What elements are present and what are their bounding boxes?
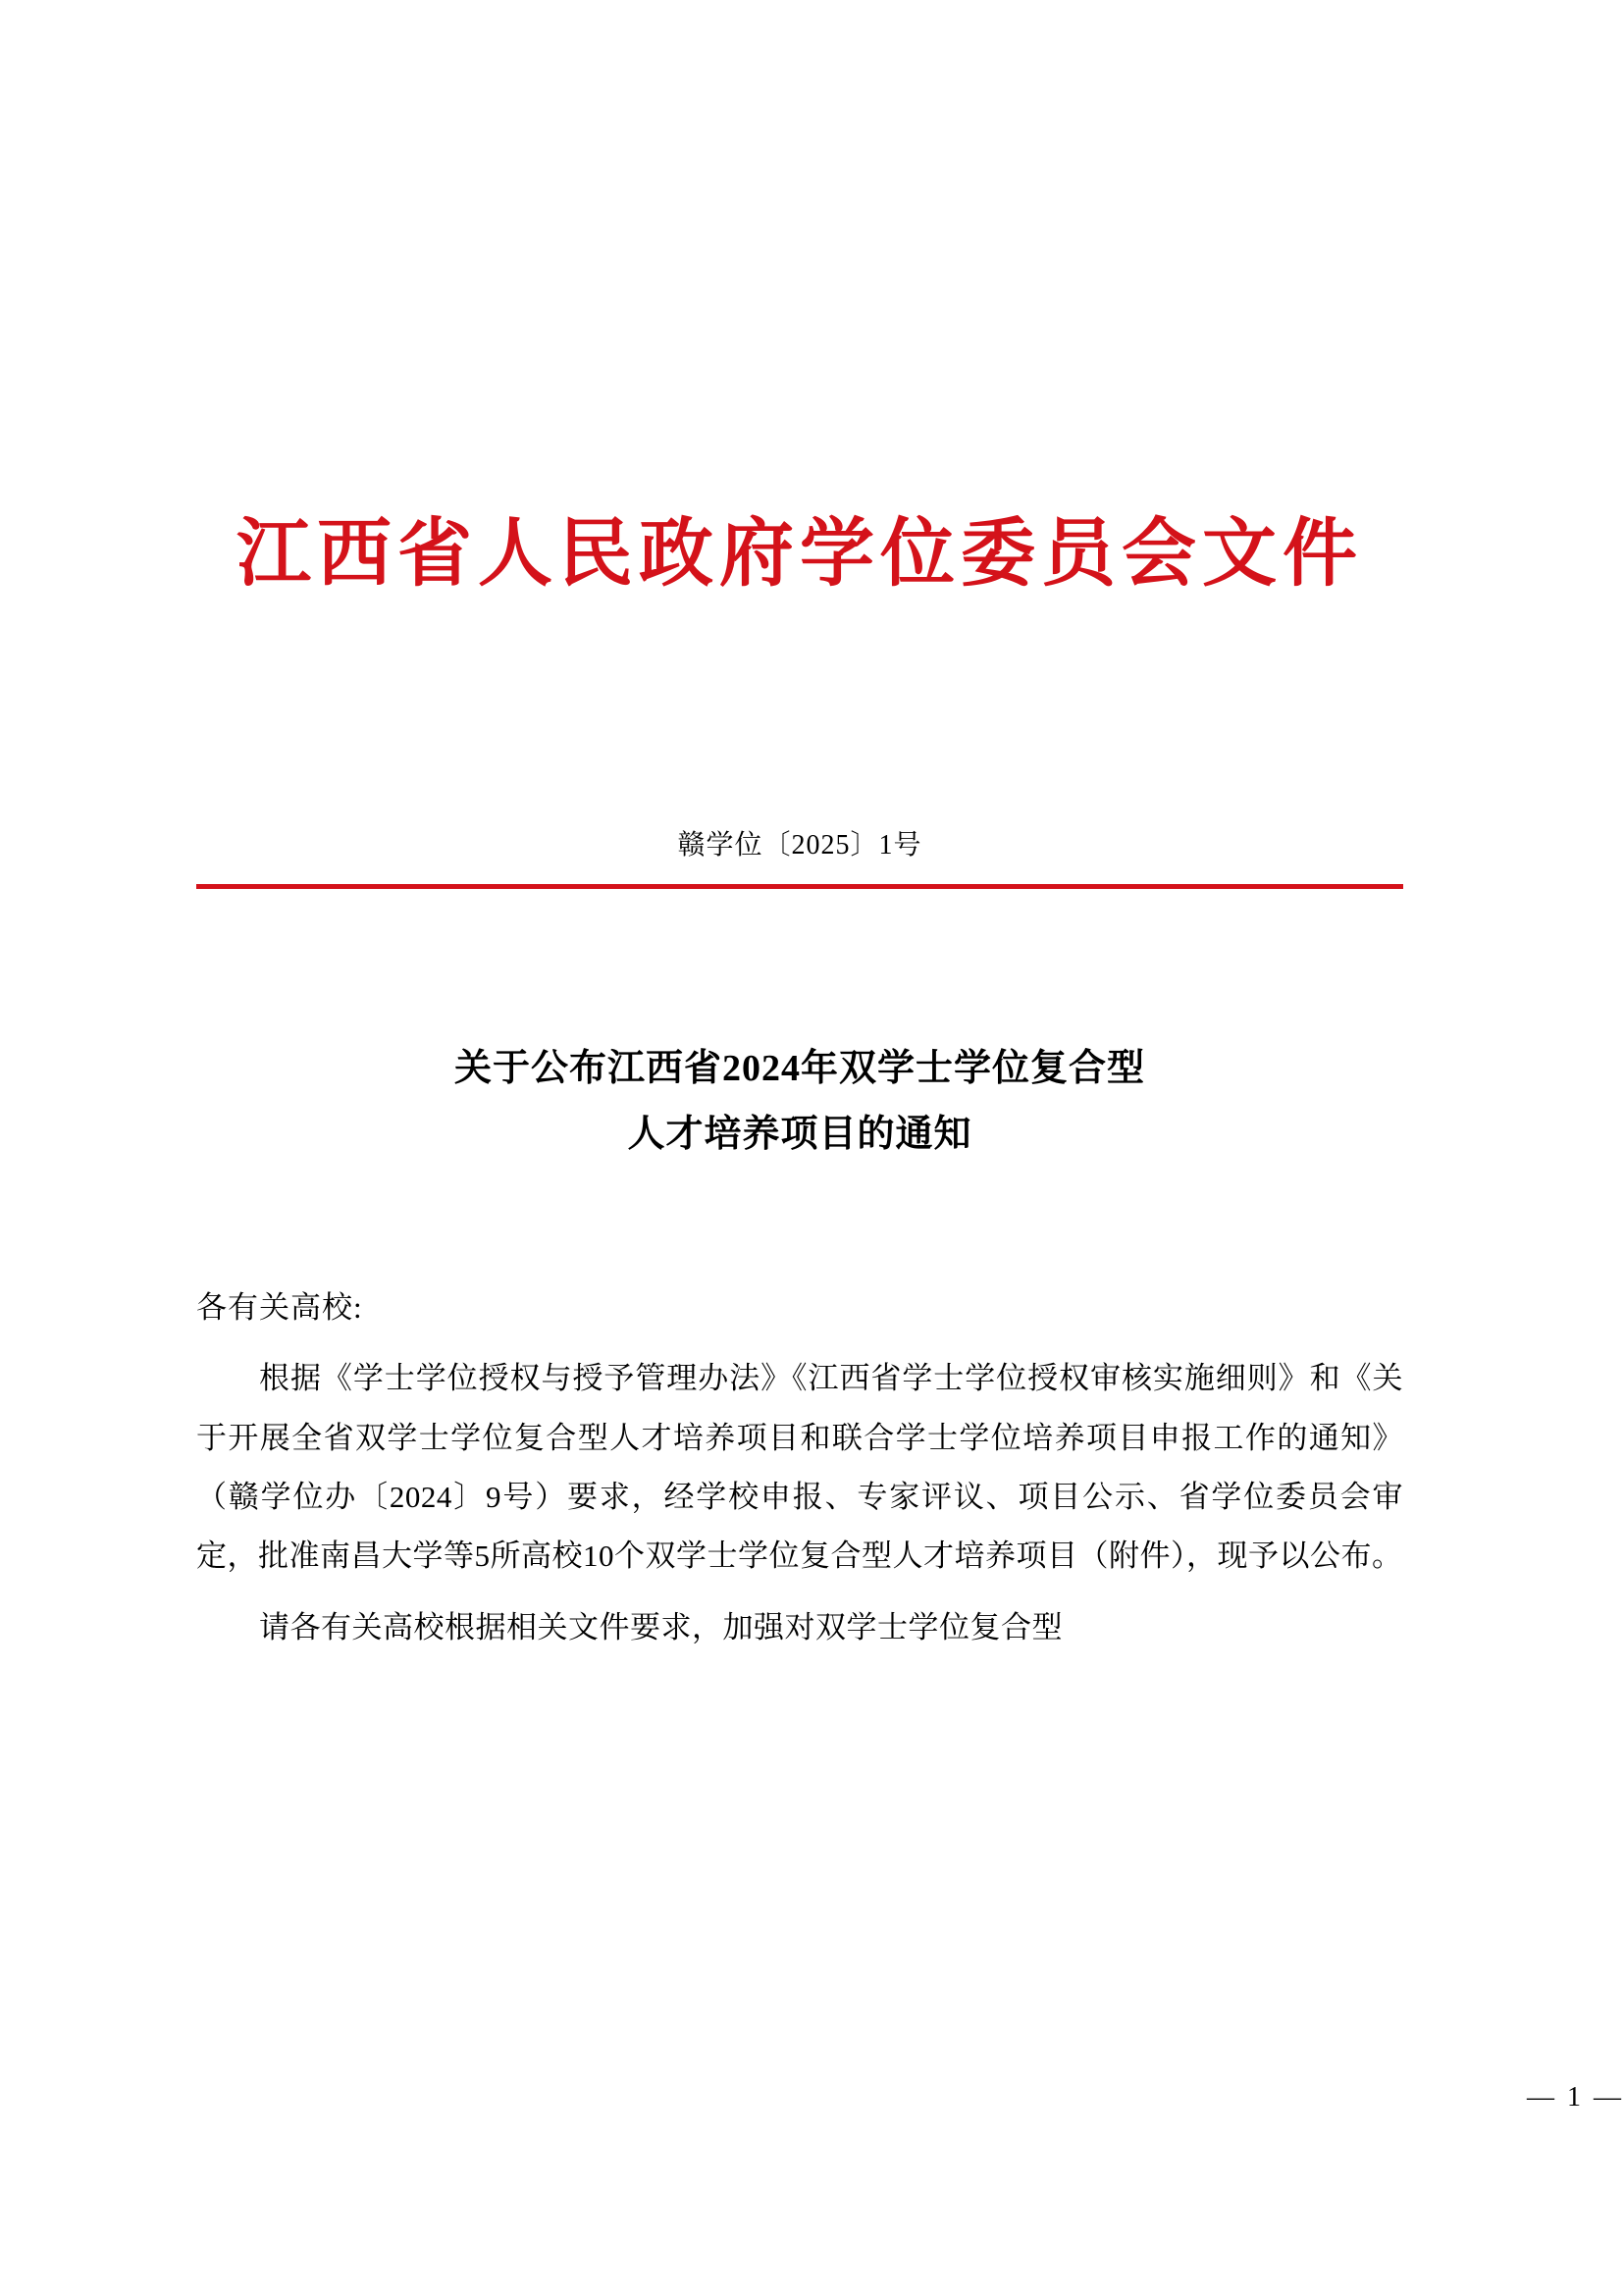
document-title	[196, 1036, 1403, 1167]
document-header-title: 江西省人民政府学位委员会文件	[236, 513, 1363, 596]
body-paragraph-1: 根据《学士学位授权与授予管理办法》《江西省学士学位授权审核实施细则》和《关于开展全省双学士学位复合型人才培养项目和联合学士学位培养项目申报工作的通知》（赣学位办〔2024〕9号）要求，经学校申报、专家评议、项目公示、省学位委员会审定，批准南昌大学等5所高校10个双学士学位复合型人才培养项目（附件），现予以公布。	[196, 1361, 1403, 1574]
body-paragraph-2: 请各有关高校根据相关文件要求，加强对双学士学位复合型	[259, 1609, 1063, 1644]
salutation: 各有关高校:	[196, 1290, 363, 1326]
red-divider-rule	[196, 884, 1403, 889]
page-number: — 1 —	[1527, 2082, 1624, 2112]
document-title-line-2: 人才培养项目的通知	[627, 1113, 972, 1155]
document-number: 赣学位〔2025〕1号	[677, 830, 922, 861]
document-content	[196, 0, 1403, 2295]
document-title-line-1: 关于公布江西省2024年双学士学位复合型	[453, 1048, 1145, 1090]
